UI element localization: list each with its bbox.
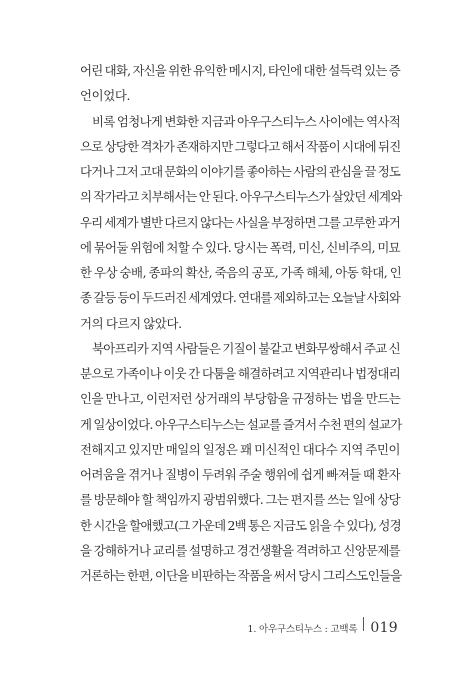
paragraph-first-line: 북아프리카 지역 사람들은 기질이 불같고 변화무쌍해서 주교 신 [92, 340, 400, 356]
text-line: 한 시간을 할애했고(그 가운데 2백 통은 지금도 읽을 수 있다), 성경 [80, 517, 401, 533]
text-line: 에 묶어둘 위험에 처할 수 있다. 당시는 폭력, 미신, 신비주의, 미묘 [80, 239, 400, 255]
page-footer [247, 620, 398, 636]
text-line: 거론하는 한편, 이단을 비판하는 작품을 써서 당시 그리스도인들을 [80, 568, 402, 583]
text-line: 종 갈등 등이 두드러진 세계였다. 연대를 제외하고는 오늘날 사회와 [80, 290, 401, 306]
text-line: 을 강해하거나 교리를 설명하고 경건생활을 격려하고 신앙문제를 [80, 542, 400, 558]
text-line: 다거나 그저 고대 문화의 이야기를 좋아하는 사람의 관심을 끌 정도 [80, 164, 400, 179]
paragraph-first-line: 비록 엄청나게 변화한 지금과 아우구스티누스 사이에는 역사적 [92, 113, 401, 129]
text-line: 를 방문해야 할 책임까지 광범위했다. 그는 편지를 쓰는 일에 상당 [80, 492, 400, 508]
text-line: 으로 상당한 격차가 존재하지만 그렇다고 해서 작품이 시대에 뒤진 [80, 138, 401, 154]
page-number: 019 [370, 620, 398, 636]
text-line: 거의 다르지 않았다. [80, 315, 182, 331]
body-text [80, 58, 400, 588]
text-line: 전해지고 있지만 매일의 일정은 꽤 미신적인 대다수 지역 주민이 [80, 441, 400, 457]
text-line: 한 우상 숭배, 종파의 확산, 죽음의 공포, 가족 해체, 아동 학대, 인 [80, 265, 402, 280]
footer-divider [363, 617, 364, 631]
text-line: 우리 세계가 별반 다르지 않다는 사실을 부정하면 그를 고루한 과거 [80, 214, 400, 230]
text-line: 인을 만나고, 이런저런 상거래의 부당함을 규정하는 법을 만드는 [80, 391, 401, 407]
text-line: 어려움을 겪거나 질병이 두려워 주술 행위에 쉽게 빠져들 때 환자 [80, 467, 400, 482]
text-line: 언이었다. [80, 88, 131, 104]
running-head: 1. 아우구스티누스 : 고백록 [247, 624, 358, 635]
text-line: 의 작가라고 치부해서는 안 된다. 아우구스티누스가 살았던 세계와 [80, 189, 402, 205]
text-line: 어린 대화, 자신을 위한 유익한 메시지, 타인에 대한 설득력 있는 증 [80, 63, 400, 78]
text-line: 게 일상이었다. 아우구스티누스는 설교를 즐겨서 수천 편의 설교가 [80, 416, 402, 432]
text-line: 분으로 가족이나 이웃 간 다툼을 해결하려고 지역관리나 법정대리 [80, 366, 400, 381]
